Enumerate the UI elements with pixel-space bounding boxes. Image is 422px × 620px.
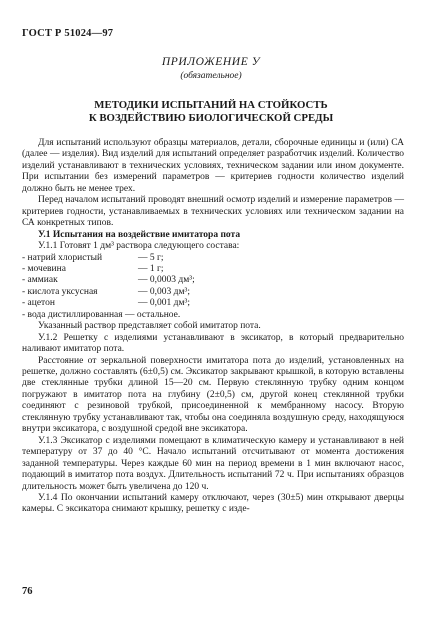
recipe-item [22, 298, 404, 309]
recipe-ingredient: - ацетон [22, 298, 55, 309]
section-title-line2: К ВОЗДЕЙСТВИЮ БИОЛОГИЧЕСКОЙ СРЕДЫ [88, 112, 334, 124]
paragraph-note: Указанный раствор представляет собой имитатор пота. [38, 321, 261, 332]
subsection-heading: У.1 Испытания на воздействие имитатора пота [38, 229, 241, 240]
recipe-ingredient: - мочевина [22, 263, 66, 274]
recipe-ingredient: - натрий хлористый [22, 252, 103, 263]
page-number: 76 [22, 586, 33, 597]
recipe-amount: — 0,001 дм³; [138, 298, 190, 309]
appendix-subtitle: (обязательное) [180, 71, 242, 81]
section-title-line1: МЕТОДИКИ ИСПЫТАНИЙ НА СТОЙКОСТЬ [94, 99, 328, 111]
recipe-amount: — 0,003 дм³; [138, 286, 190, 297]
paragraph-inspection: Перед началом испытаний проводят внешний осмотр изделий и измерение параметров — критериев годности, устанавливаемых в технических условиях или техническом задании на СА конкретных типов. [22, 195, 404, 229]
recipe-ingredient: - кислота уксусная [22, 286, 98, 297]
recipe-amount: — 0,0003 дм³; [138, 275, 195, 286]
recipe-item [22, 275, 404, 286]
recipe-amount: — 1 г; [138, 263, 164, 274]
recipe-water: - вода дистиллированная — остальное. [22, 309, 181, 320]
recipe-list [22, 253, 404, 322]
recipe-item [22, 287, 404, 298]
recipe-amount: — 5 г; [138, 252, 164, 263]
paragraph-distance: Расстояние от зеркальной поверхности имитатора пота до изделий, установленных на решетке, должно составлять (6±0,5) см. Эксикатор закрывают крышкой, в которую вставлены две стеклянные трубки длиной 15—20 см. Первую стеклянную трубку одним концом погружают в имитатор пота на глубину (2±0,5) см, другой конец стеклянной трубки соединяют с резиновой трубкой, присоединенной к мембранному насосу. Вторую стеклянную трубку устанавливают так, чтобы она соединяла воздушную среду, находящуюся внутри эксикатора, с воздушной средой вне эксикатора. [22, 355, 404, 435]
recipe-item-water [22, 310, 404, 321]
appendix-title: ПРИЛОЖЕНИЕ У [161, 56, 261, 68]
recipe-item [22, 264, 404, 275]
paragraph-u11: У.1.1 Готовят 1 дм³ раствора следующего состава: [38, 241, 240, 252]
paragraph-u13: У.1.3 Эксикатор с изделиями помещают в климатическую камеру и устанавливают в ней температуру от 37 до 40 °С. Начало испытаний отсчитывают от момента достижения заданной температуры. Через каждые 60 мин на период времени в 1 мин включают насос, подающий в имитатор пота воздух. Длительность испытаний 72 ч. При испытаниях образцов длительность может быть увеличена до 120 ч. [22, 435, 404, 492]
standard-header: ГОСТ Р 51024—97 [22, 28, 114, 39]
paragraph-intro: Для испытаний используют образцы материалов, детали, сборочные единицы и (или) СА (далее — изделия). Вид изделий для испытаний определяет разработчик изделий. Количество изделий устанавливают в технических условиях, техническом задании или ином документе. При испытании без измерений параметров — критериев годности количество изделий должно быть не менее трех. [22, 138, 404, 194]
recipe-ingredient: - аммиак [22, 275, 58, 286]
paragraph-u14: У.1.4 По окончании испытаний камеру отключают, через (30±5) мин открывают дверцы камеры. С эксикатора снимают крышку, решетку с изде- [22, 492, 404, 515]
recipe-item [22, 253, 404, 264]
body-text [22, 138, 404, 516]
paragraph-u12: У.1.2 Решетку с изделиями устанавливают в эксикатор, в который предварительно наливают имитатор пота. [22, 332, 404, 355]
